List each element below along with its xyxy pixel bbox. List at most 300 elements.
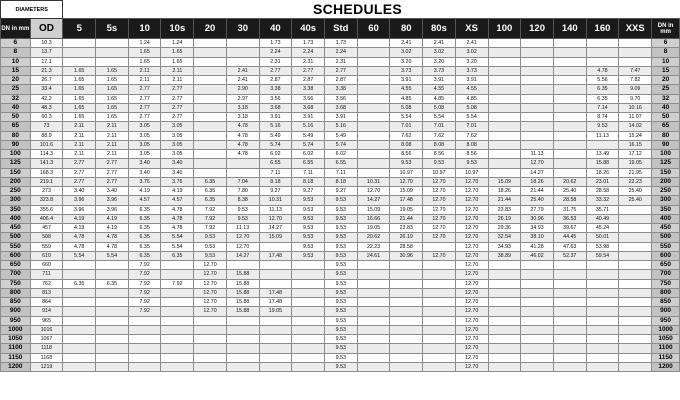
wall-thickness-cell: 2.87 bbox=[324, 76, 357, 85]
table-row bbox=[1, 205, 680, 214]
wall-thickness-cell bbox=[259, 316, 292, 325]
wall-thickness-cell: 12.70 bbox=[455, 187, 488, 196]
dn-cell-right: 400 bbox=[652, 214, 680, 223]
wall-thickness-cell bbox=[553, 279, 586, 288]
dn-cell-left: 1150 bbox=[1, 353, 31, 362]
wall-thickness-cell: 4.19 bbox=[96, 224, 129, 233]
od-cell: 406.4 bbox=[30, 214, 63, 223]
wall-thickness-cell bbox=[63, 270, 96, 279]
wall-thickness-cell: 3.91 bbox=[423, 76, 456, 85]
wall-thickness-cell: 3.68 bbox=[259, 103, 292, 112]
wall-thickness-cell bbox=[357, 57, 390, 66]
wall-thickness-cell bbox=[292, 288, 325, 297]
wall-thickness-cell: 1.65 bbox=[128, 57, 161, 66]
wall-thickness-cell: 9.53 bbox=[324, 307, 357, 316]
wall-thickness-cell: 9.53 bbox=[324, 288, 357, 297]
wall-thickness-cell: 23.83 bbox=[390, 224, 423, 233]
od-cell: 42.2 bbox=[30, 94, 63, 103]
dn-cell-right: 65 bbox=[652, 122, 680, 131]
wall-thickness-cell bbox=[63, 344, 96, 353]
wall-thickness-cell: 8.56 bbox=[423, 150, 456, 159]
wall-thickness-cell bbox=[488, 261, 521, 270]
wall-thickness-cell bbox=[96, 39, 129, 48]
wall-thickness-cell: 10.16 bbox=[619, 103, 652, 112]
wall-thickness-cell: 6.35 bbox=[194, 187, 227, 196]
table-row bbox=[1, 344, 680, 353]
wall-thickness-cell bbox=[357, 140, 390, 149]
wall-thickness-cell bbox=[488, 113, 521, 122]
wall-thickness-cell bbox=[619, 251, 652, 260]
wall-thickness-cell: 8.56 bbox=[390, 150, 423, 159]
wall-thickness-cell bbox=[292, 344, 325, 353]
wall-thickness-cell bbox=[521, 353, 554, 362]
wall-thickness-cell: 13.49 bbox=[586, 150, 619, 159]
table-row bbox=[1, 159, 680, 168]
wall-thickness-cell: 2.77 bbox=[161, 94, 194, 103]
wall-thickness-cell bbox=[194, 85, 227, 94]
wall-thickness-cell bbox=[96, 325, 129, 334]
table-row bbox=[1, 196, 680, 205]
od-cell: 1118 bbox=[30, 344, 63, 353]
wall-thickness-cell bbox=[63, 353, 96, 362]
dn-cell-left: 20 bbox=[1, 76, 31, 85]
wall-thickness-cell: 6.35 bbox=[128, 251, 161, 260]
schedule-header: 60 bbox=[357, 19, 390, 39]
wall-thickness-cell: 8.18 bbox=[324, 177, 357, 186]
wall-thickness-cell: 6.35 bbox=[128, 224, 161, 233]
wall-thickness-cell bbox=[357, 279, 390, 288]
wall-thickness-cell: 2.11 bbox=[63, 140, 96, 149]
dn-cell-right: 125 bbox=[652, 159, 680, 168]
wall-thickness-cell: 7.92 bbox=[128, 270, 161, 279]
wall-thickness-cell: 2.11 bbox=[63, 131, 96, 140]
wall-thickness-cell: 2.77 bbox=[128, 94, 161, 103]
wall-thickness-cell bbox=[194, 39, 227, 48]
wall-thickness-cell: 2.41 bbox=[423, 39, 456, 48]
wall-thickness-cell: 1.24 bbox=[128, 39, 161, 48]
wall-thickness-cell: 20.62 bbox=[553, 177, 586, 186]
wall-thickness-cell: 17.48 bbox=[259, 251, 292, 260]
wall-thickness-cell: 12.70 bbox=[194, 261, 227, 270]
wall-thickness-cell bbox=[423, 316, 456, 325]
od-cell: 168.3 bbox=[30, 168, 63, 177]
wall-thickness-cell: 1.65 bbox=[63, 94, 96, 103]
wall-thickness-cell: 2.77 bbox=[161, 85, 194, 94]
schedule-header: 160 bbox=[586, 19, 619, 39]
wall-thickness-cell bbox=[521, 288, 554, 297]
wall-thickness-cell: 4.78 bbox=[226, 122, 259, 131]
dn-cell-right: 650 bbox=[652, 261, 680, 270]
wall-thickness-cell: 2.77 bbox=[63, 168, 96, 177]
wall-thickness-cell: 34.93 bbox=[521, 224, 554, 233]
wall-thickness-cell: 6.35 bbox=[194, 196, 227, 205]
wall-thickness-cell bbox=[423, 288, 456, 297]
wall-thickness-cell: 1.65 bbox=[128, 48, 161, 57]
wall-thickness-cell bbox=[423, 307, 456, 316]
table-row bbox=[1, 288, 680, 297]
wall-thickness-cell bbox=[619, 307, 652, 316]
od-cell: 559 bbox=[30, 242, 63, 251]
wall-thickness-cell: 4.78 bbox=[96, 242, 129, 251]
dn-cell-right: 150 bbox=[652, 168, 680, 177]
wall-thickness-cell: 9.53 bbox=[292, 214, 325, 223]
wall-thickness-cell bbox=[553, 288, 586, 297]
wall-thickness-cell bbox=[586, 325, 619, 334]
wall-thickness-cell bbox=[553, 325, 586, 334]
schedule-header: 80 bbox=[390, 19, 423, 39]
od-cell: 101.6 bbox=[30, 140, 63, 149]
wall-thickness-cell: 12.70 bbox=[455, 224, 488, 233]
wall-thickness-cell bbox=[390, 325, 423, 334]
dn-cell-right: 32 bbox=[652, 94, 680, 103]
wall-thickness-cell: 9.27 bbox=[259, 187, 292, 196]
wall-thickness-cell: 5.16 bbox=[292, 122, 325, 131]
wall-thickness-cell: 4.78 bbox=[226, 140, 259, 149]
od-cell: 1219 bbox=[30, 362, 63, 371]
wall-thickness-cell bbox=[226, 325, 259, 334]
wall-thickness-cell: 1.65 bbox=[63, 103, 96, 112]
dn-cell-left: 6 bbox=[1, 39, 31, 48]
wall-thickness-cell bbox=[194, 48, 227, 57]
wall-thickness-cell bbox=[128, 316, 161, 325]
wall-thickness-cell bbox=[259, 270, 292, 279]
wall-thickness-cell bbox=[423, 362, 456, 371]
od-cell: 711 bbox=[30, 270, 63, 279]
schedule-body bbox=[1, 39, 680, 372]
wall-thickness-cell: 30.96 bbox=[521, 214, 554, 223]
wall-thickness-cell: 9.53 bbox=[194, 251, 227, 260]
wall-thickness-cell: 12.70 bbox=[194, 298, 227, 307]
wall-thickness-cell bbox=[619, 288, 652, 297]
dn-cell-left: 1050 bbox=[1, 335, 31, 344]
od-cell: 88.9 bbox=[30, 131, 63, 140]
wall-thickness-cell: 5.54 bbox=[423, 113, 456, 122]
wall-thickness-cell: 2.31 bbox=[292, 57, 325, 66]
wall-thickness-cell bbox=[161, 344, 194, 353]
wall-thickness-cell bbox=[357, 66, 390, 75]
wall-thickness-cell: 1.65 bbox=[96, 103, 129, 112]
wall-thickness-cell bbox=[96, 57, 129, 66]
dn-cell-right: 80 bbox=[652, 131, 680, 140]
table-row bbox=[1, 150, 680, 159]
wall-thickness-cell bbox=[488, 288, 521, 297]
schedule-header: Std bbox=[324, 19, 357, 39]
wall-thickness-cell bbox=[357, 39, 390, 48]
wall-thickness-cell: 20.62 bbox=[357, 233, 390, 242]
wall-thickness-cell: 6.35 bbox=[128, 205, 161, 214]
wall-thickness-cell: 5.54 bbox=[96, 251, 129, 260]
wall-thickness-cell: 52.37 bbox=[553, 251, 586, 260]
wall-thickness-cell: 4.78 bbox=[161, 214, 194, 223]
dn-cell-right: 100 bbox=[652, 150, 680, 159]
wall-thickness-cell: 9.53 bbox=[324, 205, 357, 214]
wall-thickness-cell bbox=[63, 288, 96, 297]
wall-thickness-cell: 3.05 bbox=[128, 150, 161, 159]
wall-thickness-cell bbox=[161, 353, 194, 362]
wall-thickness-cell: 12.70 bbox=[423, 187, 456, 196]
wall-thickness-cell: 1.65 bbox=[96, 94, 129, 103]
dn-cell-left: 80 bbox=[1, 131, 31, 140]
wall-thickness-cell bbox=[521, 362, 554, 371]
wall-thickness-cell bbox=[619, 279, 652, 288]
wall-thickness-cell: 2.77 bbox=[161, 113, 194, 122]
table-row bbox=[1, 270, 680, 279]
wall-thickness-cell: 7.01 bbox=[423, 122, 456, 131]
wall-thickness-cell bbox=[357, 307, 390, 316]
wall-thickness-cell: 46.02 bbox=[521, 251, 554, 260]
wall-thickness-cell: 1.65 bbox=[96, 76, 129, 85]
wall-thickness-cell: 21.44 bbox=[521, 187, 554, 196]
wall-thickness-cell: 9.53 bbox=[226, 214, 259, 223]
wall-thickness-cell bbox=[619, 261, 652, 270]
wall-thickness-cell: 36.53 bbox=[553, 214, 586, 223]
wall-thickness-cell: 22.23 bbox=[357, 242, 390, 251]
dn-cell-left: 25 bbox=[1, 85, 31, 94]
wall-thickness-cell bbox=[521, 94, 554, 103]
wall-thickness-cell: 28.58 bbox=[553, 196, 586, 205]
wall-thickness-cell: 12.70 bbox=[455, 353, 488, 362]
wall-thickness-cell: 12.70 bbox=[521, 159, 554, 168]
wall-thickness-cell: 9.53 bbox=[324, 224, 357, 233]
wall-thickness-cell bbox=[390, 288, 423, 297]
table-row bbox=[1, 113, 680, 122]
wall-thickness-cell: 3.56 bbox=[292, 94, 325, 103]
dn-cell-left: 550 bbox=[1, 242, 31, 251]
wall-thickness-cell bbox=[357, 353, 390, 362]
wall-thickness-cell bbox=[194, 113, 227, 122]
wall-thickness-cell bbox=[226, 344, 259, 353]
wall-thickness-cell: 11.13 bbox=[226, 224, 259, 233]
wall-thickness-cell bbox=[488, 94, 521, 103]
wall-thickness-cell bbox=[619, 39, 652, 48]
wall-thickness-cell: 21.44 bbox=[488, 196, 521, 205]
wall-thickness-cell: 2.77 bbox=[259, 66, 292, 75]
wall-thickness-cell bbox=[619, 48, 652, 57]
wall-thickness-cell: 12.70 bbox=[259, 214, 292, 223]
wall-thickness-cell bbox=[619, 362, 652, 371]
wall-thickness-cell: 39.67 bbox=[553, 224, 586, 233]
schedule-header: 100 bbox=[488, 19, 521, 39]
wall-thickness-cell: 35.71 bbox=[586, 205, 619, 214]
wall-thickness-cell: 15.88 bbox=[226, 288, 259, 297]
wall-thickness-cell: 3.96 bbox=[63, 205, 96, 214]
wall-thickness-cell bbox=[194, 362, 227, 371]
od-cell: 508 bbox=[30, 233, 63, 242]
table-row bbox=[1, 251, 680, 260]
wall-thickness-cell: 2.31 bbox=[324, 57, 357, 66]
wall-thickness-cell: 2.77 bbox=[128, 85, 161, 94]
schedule-header: 10s bbox=[161, 19, 194, 39]
wall-thickness-cell bbox=[553, 113, 586, 122]
table-row bbox=[1, 316, 680, 325]
wall-thickness-cell: 3.02 bbox=[423, 48, 456, 57]
od-cell: 965 bbox=[30, 316, 63, 325]
wall-thickness-cell: 12.70 bbox=[455, 279, 488, 288]
dn-cell-right: 1000 bbox=[652, 325, 680, 334]
wall-thickness-cell: 2.41 bbox=[455, 39, 488, 48]
wall-thickness-cell bbox=[259, 242, 292, 251]
wall-thickness-cell bbox=[357, 168, 390, 177]
wall-thickness-cell: 3.76 bbox=[128, 177, 161, 186]
wall-thickness-cell bbox=[390, 316, 423, 325]
wall-thickness-cell: 8.08 bbox=[423, 140, 456, 149]
wall-thickness-cell bbox=[553, 140, 586, 149]
wall-thickness-cell: 7.47 bbox=[619, 66, 652, 75]
wall-thickness-cell bbox=[488, 150, 521, 159]
wall-thickness-cell: 3.05 bbox=[161, 150, 194, 159]
table-row bbox=[1, 325, 680, 334]
dn-cell-left: 32 bbox=[1, 94, 31, 103]
wall-thickness-cell: 2.77 bbox=[96, 177, 129, 186]
wall-thickness-cell: 7.92 bbox=[128, 279, 161, 288]
wall-thickness-cell: 5.49 bbox=[324, 131, 357, 140]
wall-thickness-cell bbox=[161, 298, 194, 307]
table-row bbox=[1, 39, 680, 48]
wall-thickness-cell: 7.11 bbox=[259, 168, 292, 177]
wall-thickness-cell: 1.65 bbox=[96, 66, 129, 75]
wall-thickness-cell bbox=[521, 66, 554, 75]
wall-thickness-cell: 59.54 bbox=[586, 251, 619, 260]
wall-thickness-cell bbox=[161, 307, 194, 316]
wall-thickness-cell bbox=[521, 344, 554, 353]
dn-cell-left: 800 bbox=[1, 288, 31, 297]
wall-thickness-cell bbox=[521, 103, 554, 112]
wall-thickness-cell: 8.18 bbox=[259, 177, 292, 186]
wall-thickness-cell bbox=[194, 94, 227, 103]
od-cell: 48.3 bbox=[30, 103, 63, 112]
wall-thickness-cell: 7.01 bbox=[390, 122, 423, 131]
wall-thickness-cell: 23.83 bbox=[488, 205, 521, 214]
wall-thickness-cell bbox=[357, 159, 390, 168]
dn-cell-left: 50 bbox=[1, 113, 31, 122]
wall-thickness-cell: 4.78 bbox=[161, 224, 194, 233]
wall-thickness-cell: 8.18 bbox=[292, 177, 325, 186]
wall-thickness-cell: 1.65 bbox=[161, 48, 194, 57]
wall-thickness-cell: 12.70 bbox=[455, 233, 488, 242]
wall-thickness-cell bbox=[128, 353, 161, 362]
dn-cell-right: 90 bbox=[652, 140, 680, 149]
wall-thickness-cell bbox=[553, 94, 586, 103]
wall-thickness-cell: 3.91 bbox=[455, 76, 488, 85]
wall-thickness-cell: 12.70 bbox=[455, 251, 488, 260]
wall-thickness-cell: 15.88 bbox=[226, 279, 259, 288]
wall-thickness-cell: 2.11 bbox=[96, 122, 129, 131]
table-row bbox=[1, 335, 680, 344]
wall-thickness-cell: 7.92 bbox=[194, 224, 227, 233]
dn-cell-right: 500 bbox=[652, 233, 680, 242]
dn-cell-left: 400 bbox=[1, 214, 31, 223]
wall-thickness-cell bbox=[390, 298, 423, 307]
wall-thickness-cell bbox=[194, 168, 227, 177]
wall-thickness-cell: 5.54 bbox=[390, 113, 423, 122]
wall-thickness-cell bbox=[63, 57, 96, 66]
dn-cell-left: 350 bbox=[1, 205, 31, 214]
wall-thickness-cell bbox=[96, 298, 129, 307]
dn-cell-right: 1050 bbox=[652, 335, 680, 344]
wall-thickness-cell bbox=[488, 57, 521, 66]
schedule-header: XS bbox=[455, 19, 488, 39]
wall-thickness-cell: 6.55 bbox=[324, 159, 357, 168]
dn-cell-left: 1000 bbox=[1, 325, 31, 334]
od-cell: 1168 bbox=[30, 353, 63, 362]
wall-thickness-cell bbox=[194, 353, 227, 362]
wall-thickness-cell bbox=[488, 159, 521, 168]
wall-thickness-cell bbox=[63, 316, 96, 325]
table-row bbox=[1, 66, 680, 75]
wall-thickness-cell: 11.07 bbox=[619, 113, 652, 122]
wall-thickness-cell: 2.24 bbox=[259, 48, 292, 57]
wall-thickness-cell bbox=[226, 159, 259, 168]
od-cell: 21.3 bbox=[30, 66, 63, 75]
wall-thickness-cell bbox=[553, 122, 586, 131]
wall-thickness-cell: 3.05 bbox=[161, 131, 194, 140]
wall-thickness-cell: 4.19 bbox=[128, 187, 161, 196]
wall-thickness-cell bbox=[521, 57, 554, 66]
wall-thickness-cell bbox=[586, 57, 619, 66]
wall-thickness-cell: 2.77 bbox=[128, 113, 161, 122]
wall-thickness-cell bbox=[586, 362, 619, 371]
wall-thickness-cell: 9.53 bbox=[586, 122, 619, 131]
wall-thickness-cell bbox=[553, 316, 586, 325]
wall-thickness-cell bbox=[619, 344, 652, 353]
wall-thickness-cell bbox=[521, 76, 554, 85]
schedules-heading: SCHEDULES bbox=[63, 1, 652, 19]
wall-thickness-cell bbox=[488, 353, 521, 362]
wall-thickness-cell: 1.65 bbox=[161, 57, 194, 66]
wall-thickness-cell: 12.70 bbox=[455, 335, 488, 344]
wall-thickness-cell: 4.85 bbox=[423, 94, 456, 103]
od-cell: 914 bbox=[30, 307, 63, 316]
wall-thickness-cell: 12.70 bbox=[455, 177, 488, 186]
wall-thickness-cell: 2.11 bbox=[161, 76, 194, 85]
wall-thickness-cell: 15.24 bbox=[619, 131, 652, 140]
wall-thickness-cell: 9.53 bbox=[324, 242, 357, 251]
wall-thickness-cell: 7.62 bbox=[455, 131, 488, 140]
wall-thickness-cell: 3.68 bbox=[324, 103, 357, 112]
dn-cell-right: 50 bbox=[652, 113, 680, 122]
wall-thickness-cell bbox=[96, 48, 129, 57]
wall-thickness-cell bbox=[357, 325, 390, 334]
dn-cell-right: 450 bbox=[652, 224, 680, 233]
wall-thickness-cell: 2.41 bbox=[226, 76, 259, 85]
wall-thickness-cell bbox=[521, 113, 554, 122]
wall-thickness-cell: 2.24 bbox=[292, 48, 325, 57]
wall-thickness-cell: 4.19 bbox=[96, 214, 129, 223]
wall-thickness-cell bbox=[63, 261, 96, 270]
wall-thickness-cell: 15.09 bbox=[488, 177, 521, 186]
wall-thickness-cell bbox=[292, 261, 325, 270]
wall-thickness-cell bbox=[553, 131, 586, 140]
dn-cell-left: 250 bbox=[1, 187, 31, 196]
wall-thickness-cell bbox=[521, 85, 554, 94]
wall-thickness-cell: 2.24 bbox=[324, 48, 357, 57]
wall-thickness-cell bbox=[128, 325, 161, 334]
wall-thickness-cell bbox=[521, 122, 554, 131]
wall-thickness-cell bbox=[194, 57, 227, 66]
wall-thickness-cell: 1.65 bbox=[63, 76, 96, 85]
wall-thickness-cell: 5.08 bbox=[423, 103, 456, 112]
wall-thickness-cell: 2.90 bbox=[226, 85, 259, 94]
wall-thickness-cell bbox=[423, 325, 456, 334]
column-header-row bbox=[1, 19, 680, 39]
wall-thickness-cell bbox=[553, 270, 586, 279]
wall-thickness-cell: 33.32 bbox=[586, 196, 619, 205]
wall-thickness-cell: 6.35 bbox=[96, 279, 129, 288]
wall-thickness-cell: 5.74 bbox=[259, 140, 292, 149]
wall-thickness-cell bbox=[292, 335, 325, 344]
wall-thickness-cell bbox=[128, 344, 161, 353]
wall-thickness-cell bbox=[161, 335, 194, 344]
